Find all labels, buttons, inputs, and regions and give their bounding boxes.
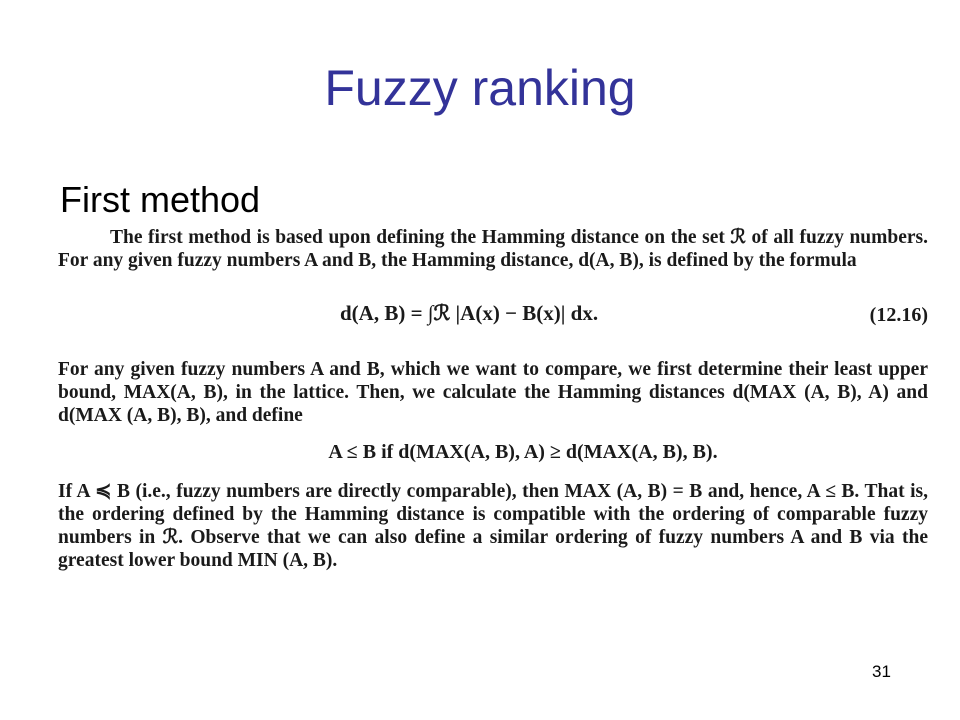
paragraph-ordering-remarks: If A ≼ B (i.e., fuzzy numbers are directly comparable), then MAX (A, B) = B and, hence, A ≤ B. That is, the ordering defined by the Hamming distance is compatible with the ordering of comparable fuzzy numbers in ℛ. Observe that we can also define a similar ordering of fuzzy numbers A and B via the greatest lower bound MIN (A, B). — [58, 481, 928, 571]
ordering-inequality: A ≤ B if d(MAX(A, B), A) ≥ d(MAX(A, B), B). — [328, 441, 718, 463]
slide-title: Fuzzy ranking — [324, 60, 636, 116]
section-subtitle: First method — [60, 179, 261, 220]
formula-block — [58, 284, 928, 348]
paragraph-comparison-procedure: For any given fuzzy numbers A and B, which we want to compare, we first determine their least upper bound, MAX(A, B), in the lattice. Then, we calculate the Hamming distances d(MAX (A, B), A) and d(MAX (A, B), B), and define — [58, 359, 928, 426]
hamming-distance-formula: d(A, B) = ∫ℛ |A(x) − B(x)| dx. — [340, 301, 599, 325]
equation-number: (12.16) — [869, 304, 928, 326]
scanned-text-excerpt — [58, 226, 928, 572]
page-number: 31 — [872, 662, 891, 681]
paragraph-hamming-definition: The first method is based upon defining the Hamming distance on the set ℛ of all fuzzy numbers. For any given fuzzy numbers A and B, the Hamming distance, d(A, B), is defined by the formula — [58, 227, 928, 271]
